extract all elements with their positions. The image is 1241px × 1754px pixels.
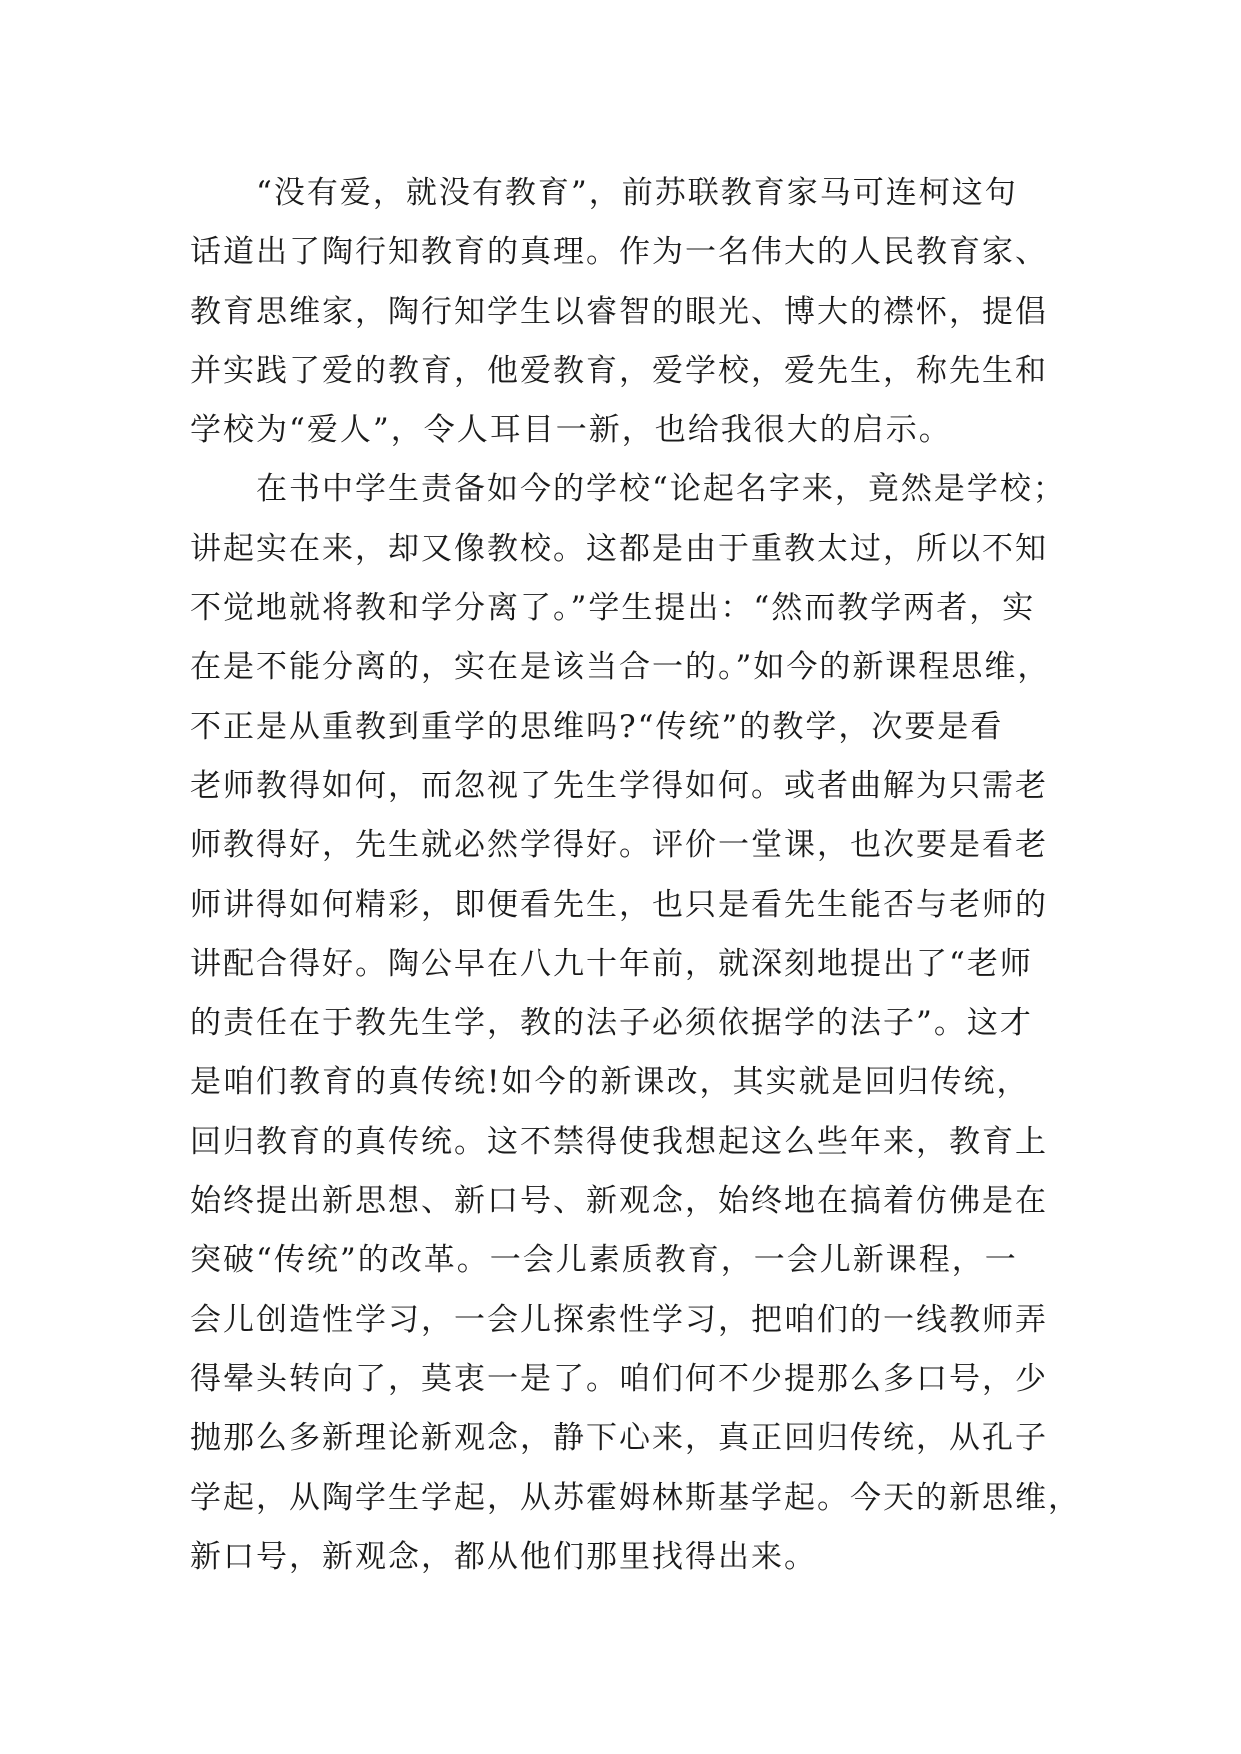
text-line: 并实践了爱的教育，他爱教育，爱学校，爱先生，称先生和 xyxy=(190,352,1048,389)
text-line: 是咱们教育的真传统!如今的新课改，其实就是回归传统， xyxy=(190,1064,1030,1101)
text-line: 突破“传统”的改革。一会儿素质教育，一会儿新课程，一 xyxy=(190,1242,1018,1279)
text-line: 不觉地就将教和学分离了。”学生提出：“然而教学两者，实 xyxy=(190,590,1036,627)
text-line: 会儿创造性学习，一会儿探索性学习，把咱们的一线教师弄 xyxy=(190,1301,1048,1338)
paragraph-1 xyxy=(190,164,1070,460)
text-line: 学起，从陶学生学起，从苏霍姆林斯基学起。今天的新思维， xyxy=(190,1479,1081,1516)
text-line: 新口号，新观念，都从他们那里找得出来。 xyxy=(190,1538,817,1575)
text-line: 教育思维家，陶行知学生以睿智的眼光、博大的襟怀，提倡 xyxy=(190,293,1048,330)
text-line: 师讲得如何精彩，即便看先生，也只是看先生能否与老师的 xyxy=(190,886,1048,923)
text-line: 始终提出新思想、新口号、新观念，始终地在搞着仿佛是在 xyxy=(190,1183,1048,1220)
text-line: 在书中学生责备如今的学校“论起名字来，竟然是学校； xyxy=(256,471,1066,508)
text-line: 话道出了陶行知教育的真理。作为一名伟大的人民教育家、 xyxy=(190,234,1048,271)
text-line: 学校为“爱人”，令人耳目一新，也给我很大的启示。 xyxy=(190,412,952,449)
text-line: “没有爱，就没有教育”，前苏联教育家马可连柯这句 xyxy=(256,175,1018,211)
text-line: 师教得好，先生就必然学得好。评价一堂课，也次要是看老 xyxy=(190,827,1048,864)
text-line: 讲起实在来，却又像教校。这都是由于重教太过，所以不知 xyxy=(190,530,1048,567)
text-line: 在是不能分离的，实在是该当合一的。”如今的新课程思维， xyxy=(190,649,1051,686)
text-line: 抛那么多新理论新观念，静下心来，真正回归传统，从孔子 xyxy=(190,1420,1048,1457)
text-line: 讲配合得好。陶公早在八九十年前，就深刻地提出了“老师 xyxy=(190,945,1033,982)
text-line: 得晕头转向了，莫衷一是了。咱们何不少提那么多口号，少 xyxy=(190,1360,1048,1397)
paragraph-2 xyxy=(190,460,1081,1587)
text-line: 回归教育的真传统。这不禁得使我想起这么些年来，教育上 xyxy=(190,1123,1048,1160)
document-body xyxy=(190,164,1081,1587)
text-line: 老师教得如何，而忽视了先生学得如何。或者曲解为只需老 xyxy=(190,767,1048,804)
text-line: 的责任在于教先生学，教的法子必须依据学的法子”。这才 xyxy=(190,1005,1033,1042)
text-line: 不正是从重教到重学的思维吗?“传统”的教学，次要是看 xyxy=(190,708,1004,745)
